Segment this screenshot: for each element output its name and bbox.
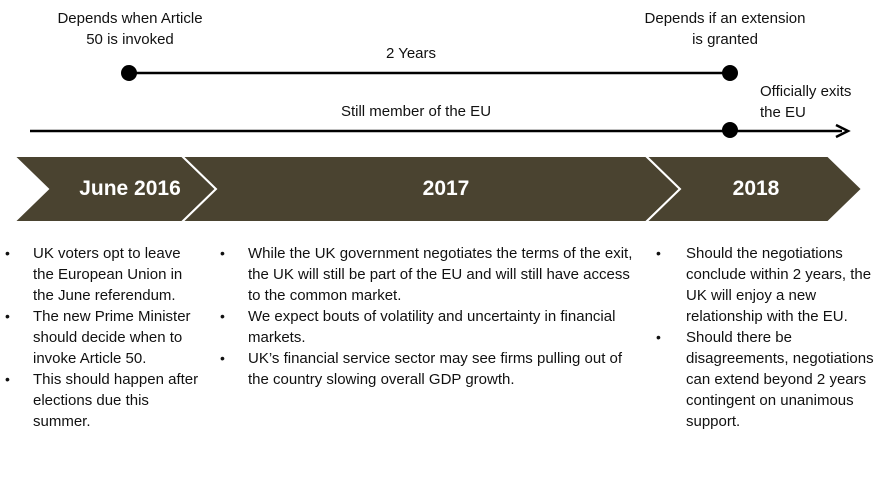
article50-marker [121, 65, 137, 81]
phase-label-june-2016: June 2016 [79, 177, 181, 200]
phase-label-2017: 2017 [422, 177, 470, 200]
officially-exits-label: Officially exits the EU [760, 83, 852, 121]
extension-label: Depends if an extension is granted [644, 10, 806, 48]
extension-marker [722, 65, 738, 81]
bullet-item: • Should there be disagreements, negotiations can extend beyond 2 years contingent on unanimous support. [686, 327, 880, 432]
bullet-item: • Should the negotiations conclude within 2 years, the UK will enjoy a new relationship with the EU. [686, 243, 880, 327]
bullet-item: • This should happen after elections due this summer. [33, 369, 201, 432]
bullet-item: • UK’s financial service sector may see firms pulling out of the country slowing overall GDP growth. [248, 348, 640, 390]
column-june-2016 [33, 243, 201, 432]
bullet-item: • UK voters opt to leave the European Union in the June referendum. [33, 243, 201, 306]
column-2017 [248, 243, 640, 390]
still-member-label: Still member of the EU [340, 103, 492, 120]
column-2018 [686, 243, 880, 432]
bullet-item: • We expect bouts of volatility and uncertainty in financial markets. [248, 306, 640, 348]
phase-label-2018: 2018 [732, 177, 780, 200]
article50-label: Depends when Article 50 is invoked [57, 10, 203, 48]
bullet-item: • While the UK government negotiates the terms of the exit, the UK will still be part of the EU and will still have access to the common market. [248, 243, 640, 306]
exit-marker [722, 122, 738, 138]
two-years-label: 2 Years [385, 45, 437, 62]
bullet-item: • The new Prime Minister should decide when to invoke Article 50. [33, 306, 201, 369]
